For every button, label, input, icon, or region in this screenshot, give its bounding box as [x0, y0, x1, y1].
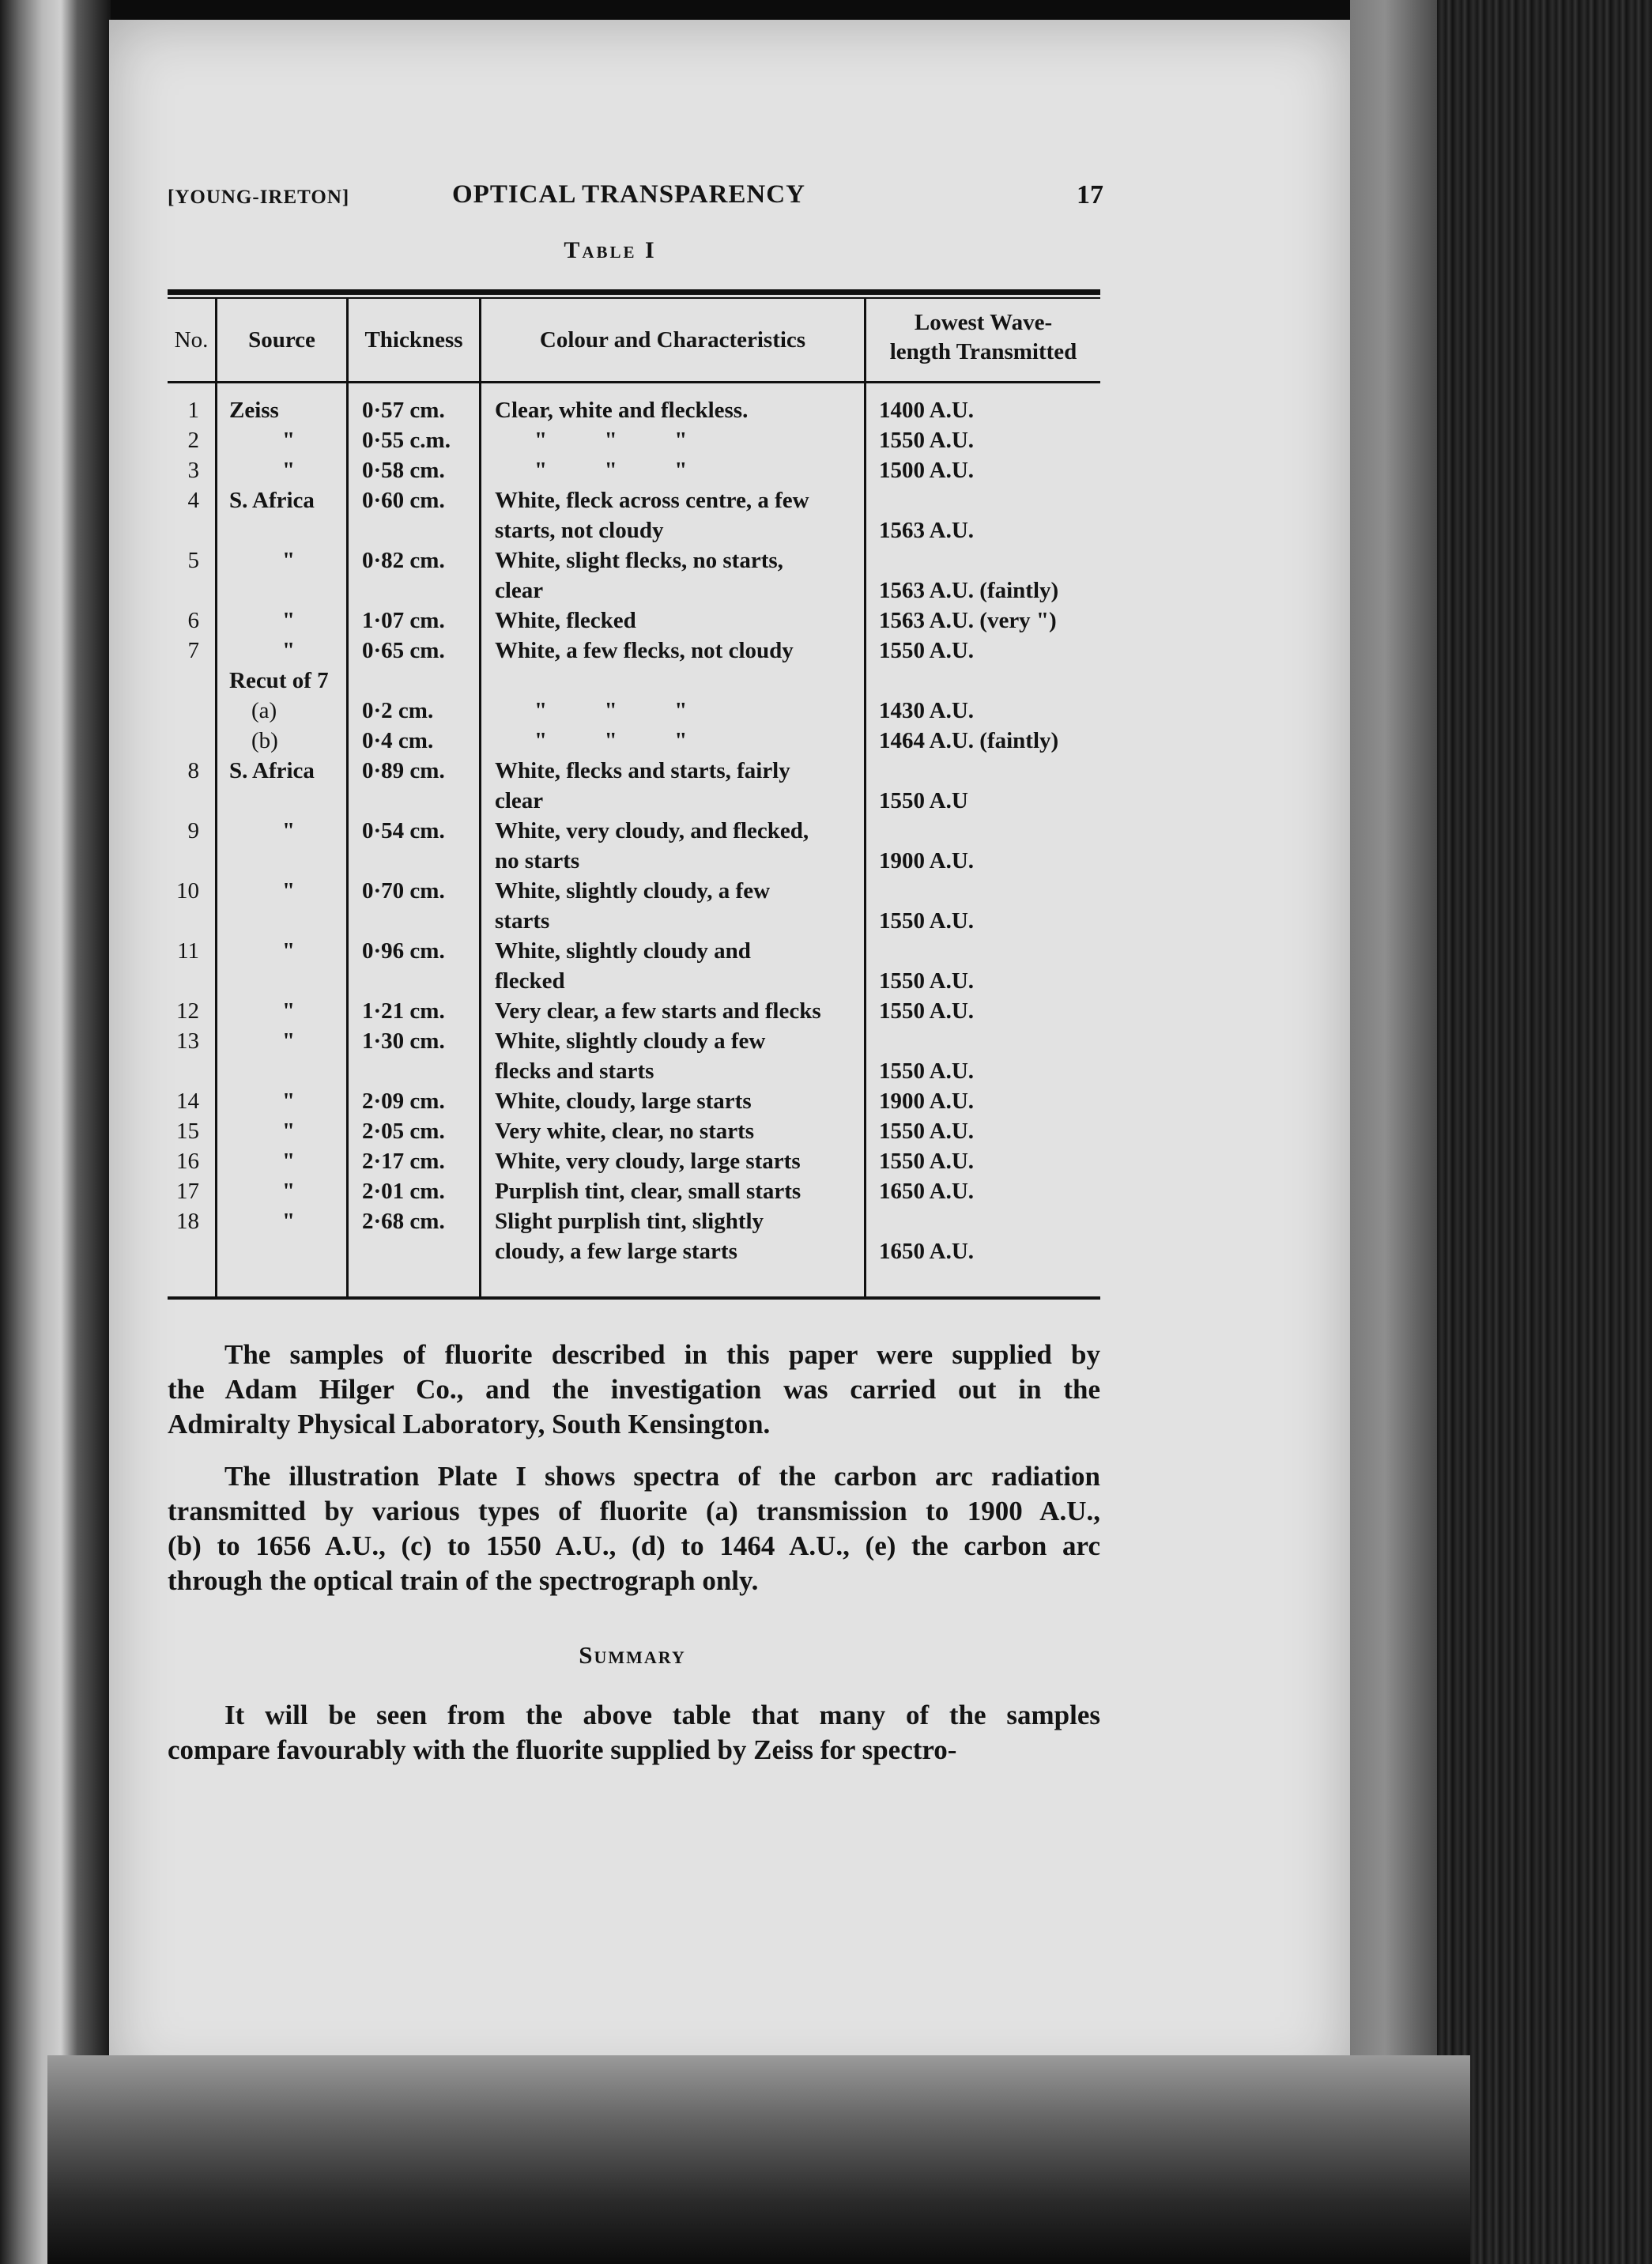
cell-thickness: 2·05 cm.	[362, 1119, 445, 1144]
cell-source: "	[281, 1119, 296, 1144]
cell-thickness: 2·09 cm.	[362, 1089, 445, 1114]
cell-thickness: 0·89 cm.	[362, 758, 445, 783]
header-wavelength-line1: Lowest Wave-	[914, 310, 1053, 335]
cell-thickness: 0·54 cm.	[362, 818, 445, 843]
paragraph-line: Admiralty Physical Laboratory, South Kensington.	[168, 1409, 771, 1440]
paragraph-line: the Adam Hilger Co., and the investigation was carried out in the	[168, 1374, 1100, 1405]
cell-colour: starts	[495, 908, 550, 934]
cell-wavelength: 1550 A.U.	[879, 1149, 975, 1174]
cell-thickness: 0·58 cm.	[362, 458, 445, 483]
cell-colour: cloudy, a few large starts	[495, 1239, 737, 1264]
cell-source: "	[281, 548, 296, 573]
cell-thickness: 0·57 cm.	[362, 398, 445, 423]
cell-thickness: 0·65 cm.	[362, 638, 445, 663]
cell-source: "	[281, 818, 296, 843]
cell-source: "	[281, 998, 296, 1024]
cell-source: (b)	[251, 728, 278, 753]
cell-wavelength: 1550 A.U	[879, 788, 968, 813]
cell-colour: Clear, white and fleckless.	[495, 398, 749, 423]
cell-source: "	[281, 1209, 296, 1234]
column-divider	[215, 297, 217, 1296]
cell-no: 1	[187, 398, 199, 423]
cell-no: 6	[187, 608, 199, 633]
cell-wavelength: 1550 A.U.	[879, 638, 975, 663]
cell-source: "	[281, 878, 296, 904]
cell-colour: White, cloudy, large starts	[495, 1089, 752, 1114]
cell-thickness: 0·55 c.m.	[362, 428, 451, 453]
cell-source: "	[281, 608, 296, 633]
cell-colour: White, fleck across centre, a few	[495, 488, 809, 513]
cell-colour: clear	[495, 788, 544, 813]
table-top-rule	[168, 289, 1100, 295]
cell-source: "	[281, 938, 296, 964]
cell-no: 4	[187, 488, 199, 513]
cell-colour: White, flecked	[495, 608, 636, 633]
cell-wavelength: 1900 A.U.	[879, 848, 975, 874]
cell-no: 9	[187, 818, 199, 843]
header-source: Source	[248, 327, 315, 353]
cell-colour: White, a few flecks, not cloudy	[495, 638, 794, 663]
summary-heading: Summary	[579, 1641, 686, 1669]
cell-thickness: 0·70 cm.	[362, 878, 445, 904]
cell-colour: " " "	[534, 698, 688, 723]
cell-thickness: 2·01 cm.	[362, 1179, 445, 1204]
paragraph-3	[168, 1698, 1100, 1768]
cell-colour: Slight purplish tint, slightly	[495, 1209, 764, 1234]
cell-no: 12	[176, 998, 199, 1024]
cell-wavelength: 1550 A.U.	[879, 428, 975, 453]
paragraph-line: through the optical train of the spectrograph only.	[168, 1565, 759, 1596]
cell-wavelength: 1900 A.U.	[879, 1089, 975, 1114]
table-title: Table I	[564, 237, 657, 263]
paragraph-line: The illustration Plate I shows spectra of the carbon arc radiation	[224, 1461, 1100, 1492]
cell-no: 2	[187, 428, 199, 453]
table-header-rule	[168, 381, 1100, 383]
page-title: OPTICAL TRANSPARENCY	[452, 180, 805, 209]
cell-source: (a)	[251, 698, 277, 723]
cell-thickness: 0·4 cm.	[362, 728, 434, 753]
paragraph-1	[168, 1338, 1100, 1442]
cell-colour: White, slightly cloudy and	[495, 938, 751, 964]
cell-wavelength: 1650 A.U.	[879, 1239, 975, 1264]
cell-wavelength: 1400 A.U.	[879, 398, 975, 423]
header-wavelength-line2: length Transmitted	[889, 339, 1077, 364]
cell-source: "	[281, 1028, 296, 1054]
paragraph-line: (b) to 1656 A.U., (c) to 1550 A.U., (d) to 1464 A.U., (e) the carbon arc	[168, 1530, 1100, 1561]
cell-thickness: 1·21 cm.	[362, 998, 445, 1024]
cell-no: 8	[187, 758, 199, 783]
cell-source: "	[281, 1089, 296, 1114]
paragraph-line: compare favourably with the fluorite supplied by Zeiss for spectro-	[168, 1734, 957, 1765]
cell-thickness: 1·30 cm.	[362, 1028, 445, 1054]
cell-colour: no starts	[495, 848, 580, 874]
paragraph-line: The samples of fluorite described in this paper were supplied by	[224, 1339, 1100, 1370]
cell-wavelength: 1550 A.U.	[879, 1058, 975, 1084]
cell-no: 10	[176, 878, 199, 904]
cell-thickness: 0·60 cm.	[362, 488, 445, 513]
cell-source: "	[281, 458, 296, 483]
cell-wavelength: 1500 A.U.	[879, 458, 975, 483]
cell-no: 13	[176, 1028, 199, 1054]
cell-source: "	[281, 428, 296, 453]
cell-no: 18	[176, 1209, 199, 1234]
cell-colour: Purplish tint, clear, small starts	[495, 1179, 801, 1204]
header-thickness: Thickness	[364, 327, 463, 353]
cell-colour: flecks and starts	[495, 1058, 654, 1084]
cell-no: 7	[187, 638, 199, 663]
cell-source: S. Africa	[229, 488, 315, 513]
cell-wavelength: 1550 A.U.	[879, 968, 975, 994]
cell-no: 3	[187, 458, 199, 483]
cell-source: "	[281, 638, 296, 663]
cell-colour: White, slight flecks, no starts,	[495, 548, 783, 573]
cell-thickness: 1·07 cm.	[362, 608, 445, 633]
paragraph-line: It will be seen from the above table that many of the samples	[224, 1700, 1100, 1730]
table-top-rule-thin	[168, 297, 1100, 299]
cell-colour: " " "	[534, 728, 688, 753]
cell-colour: White, very cloudy, and flecked,	[495, 818, 809, 843]
cell-colour: White, flecks and starts, fairly	[495, 758, 790, 783]
cell-wavelength: 1550 A.U.	[879, 998, 975, 1024]
cell-colour: starts, not cloudy	[495, 518, 664, 543]
header-colour: Colour and Characteristics	[539, 327, 806, 353]
cell-wavelength: 1550 A.U.	[879, 1119, 975, 1144]
cell-wavelength: 1430 A.U.	[879, 698, 975, 723]
cell-colour: White, slightly cloudy a few	[495, 1028, 766, 1054]
cell-colour: flecked	[495, 968, 565, 994]
cell-no: 17	[176, 1179, 199, 1204]
cell-no: 11	[177, 938, 199, 964]
cell-wavelength: 1563 A.U. (faintly)	[879, 578, 1059, 603]
cell-colour: Very clear, a few starts and flecks	[495, 998, 821, 1024]
cell-thickness: 0·82 cm.	[362, 548, 445, 573]
cell-colour: " " "	[534, 428, 688, 453]
cell-colour: clear	[495, 578, 544, 603]
author-tag: [YOUNG-IRETON]	[168, 187, 350, 208]
cell-source: Zeiss	[229, 398, 279, 423]
cell-source: S. Africa	[229, 758, 315, 783]
header-no: No.	[174, 327, 209, 353]
cell-source: "	[281, 1149, 296, 1174]
cell-colour: Very white, clear, no starts	[495, 1119, 755, 1144]
page-number: 17	[1077, 180, 1103, 209]
table-bottom-rule	[168, 1296, 1100, 1300]
cell-wavelength: 1550 A.U.	[879, 908, 975, 934]
paragraph-line: transmitted by various types of fluorite (a) transmission to 1900 A.U.,	[168, 1496, 1100, 1526]
cell-no: 15	[176, 1119, 199, 1144]
cell-colour: White, very cloudy, large starts	[495, 1149, 801, 1174]
cell-thickness: 0·96 cm.	[362, 938, 445, 964]
cell-wavelength: 1563 A.U. (very ")	[879, 608, 1057, 633]
cell-wavelength: 1650 A.U.	[879, 1179, 975, 1204]
cell-thickness: 0·2 cm.	[362, 698, 434, 723]
cell-colour: " " "	[534, 458, 688, 483]
cell-no: 14	[176, 1089, 199, 1114]
cell-thickness: 2·68 cm.	[362, 1209, 445, 1234]
cell-wavelength: 1464 A.U. (faintly)	[879, 728, 1059, 753]
cell-wavelength: 1563 A.U.	[879, 518, 975, 543]
cell-source: Recut of 7	[229, 668, 329, 693]
cell-source: "	[281, 1179, 296, 1204]
paragraph-2	[168, 1459, 1100, 1598]
cell-no: 5	[187, 548, 199, 573]
cell-no: 16	[176, 1149, 199, 1174]
cell-colour: White, slightly cloudy, a few	[495, 878, 771, 904]
cell-thickness: 2·17 cm.	[362, 1149, 445, 1174]
